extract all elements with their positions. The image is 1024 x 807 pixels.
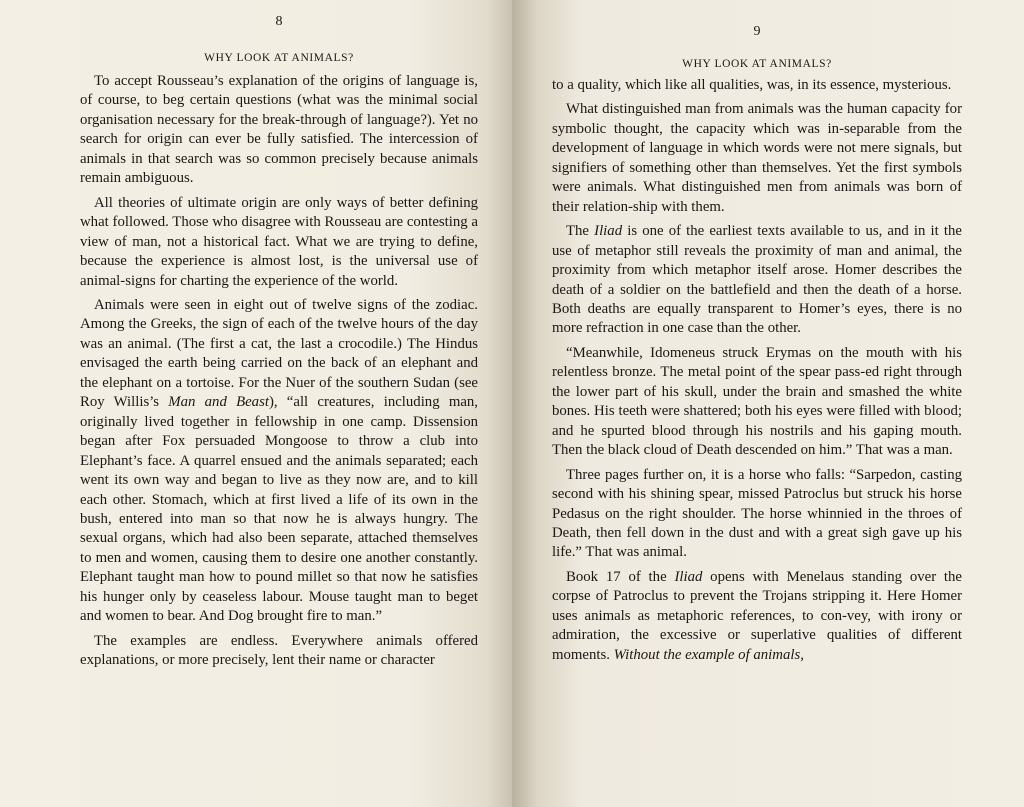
book-title: Man and Beast <box>168 394 269 411</box>
paragraph: What distinguished man from animals was the human capacity for symbolic thought, the capacity which was in-separable from the development of language in which words were not mere signals, but signifiers of something other than themselves. Yet the first symbols were animals. What distinguished men from animals was born of their relation-ship with them. <box>552 101 962 215</box>
emphasis: Without the example of animals, <box>613 646 804 663</box>
text-run: Animals were seen in eight out of twelve signs of the zodiac. Among the Greeks, the sign of each of the twelve hours of the day was an animal. (The first a cat, the last a crocodile.) The Hindus envisaged the earth being carried on the back of an elephant and the elephant on a tortoise. For the Nuer of the southern Sudan (see Roy Willis’s <box>80 296 478 411</box>
book-title: Iliad <box>674 568 703 585</box>
paragraph: To accept Rousseau’s explanation of the origins of language is, of course, to beg certain questions (what was the minimal social organisation necessary for the break-through of language?). Yet no search for origin can ever be fully satisfied. The intercession of animals in that search was so common precisely because animals remain ambiguous. <box>80 73 478 187</box>
text-run: Book 17 of the <box>566 568 675 585</box>
running-head: WHY LOOK AT ANIMALS? <box>204 52 354 64</box>
paragraph: All theories of ultimate origin are only ways of better defining what followed. Those who disagree with Rousseau are contesting a view of man, not a historical fact. What we are trying to define, because the experience is almost lost, is the universal use of animal-signs for charting the experience of the world. <box>80 194 478 289</box>
paragraph: Three pages further on, it is a horse who falls: “Sarpedon, casting second with his shining spear, missed Patroclus but struck his horse Pedasus on the right shoulder. The horse whinnied in the throes of Death, then fell down in the dust and with a great sigh gave up his life.” That was animal. <box>552 466 962 561</box>
text-run: is one of the earliest texts available to us, and in it the use of metaphor still reveals the proximity of man and animal, the proximity from which metaphor itself arose. Homer describes the death of a soldier on the battlefield and then the death of a horse. Both deaths are equally transparent to Homer’s eyes, there is no more refraction in one case than the other. <box>552 223 962 337</box>
paragraph <box>552 222 962 339</box>
page-number: 8 <box>275 14 283 29</box>
text-run: The <box>566 223 595 240</box>
body-text <box>80 72 478 671</box>
body-text <box>552 76 962 665</box>
paragraph <box>552 568 962 665</box>
paragraph: “Meanwhile, Idomeneus struck Erymas on the mouth with his relentless bronze. The metal point of the spear pass-ed right through the lower part of his skull, under the brain and smashed the white bones. His teeth were shattered; both his eyes were filled with blood; and he spurted blood through his nostrils and his gaping mouth. Then the black cloud of Death descended on him.” That was a man. <box>552 344 962 459</box>
running-head: WHY LOOK AT ANIMALS? <box>682 58 832 70</box>
page-number: 9 <box>753 24 761 39</box>
paragraph <box>80 296 478 627</box>
book-title: Iliad <box>594 223 623 240</box>
text-run: ), “all creatures, including man, originally lived together in fellowship in one camp. Dissension began after Fox persuaded Mongoose to throw a club into Elephant’s face. A quarrel ensued and the animals separated; each went its own way and began to live as they now are, and to kill each other. Stomach, which at first lived a life of its own in the bush, entered into man so that now he is always hungry. The sexual organs, which had also been separate, attached themselves to men and women, causing them to desire one another constantly. Elephant taught man how to pound millet so that now he satisfies his hunger only by ceaseless labour. Mouse taught man to beget and women to bear. And Dog brought fire to man.” <box>80 394 478 625</box>
paragraph: The examples are endless. Everywhere animals offered explanations, or more precisely, lent their name or character <box>80 632 478 669</box>
paragraph: to a quality, which like all qualities, was, in its essence, mysterious. <box>552 77 952 93</box>
right-page <box>512 0 1024 807</box>
text-run: opens with Menelaus standing over the corpse of Patroclus to prevent the Trojans stripping it. Here Homer uses animals as metaphoric references, to con-vey, with irony or admiration, the excessive or superlative qualities of different moments. <box>552 568 963 663</box>
